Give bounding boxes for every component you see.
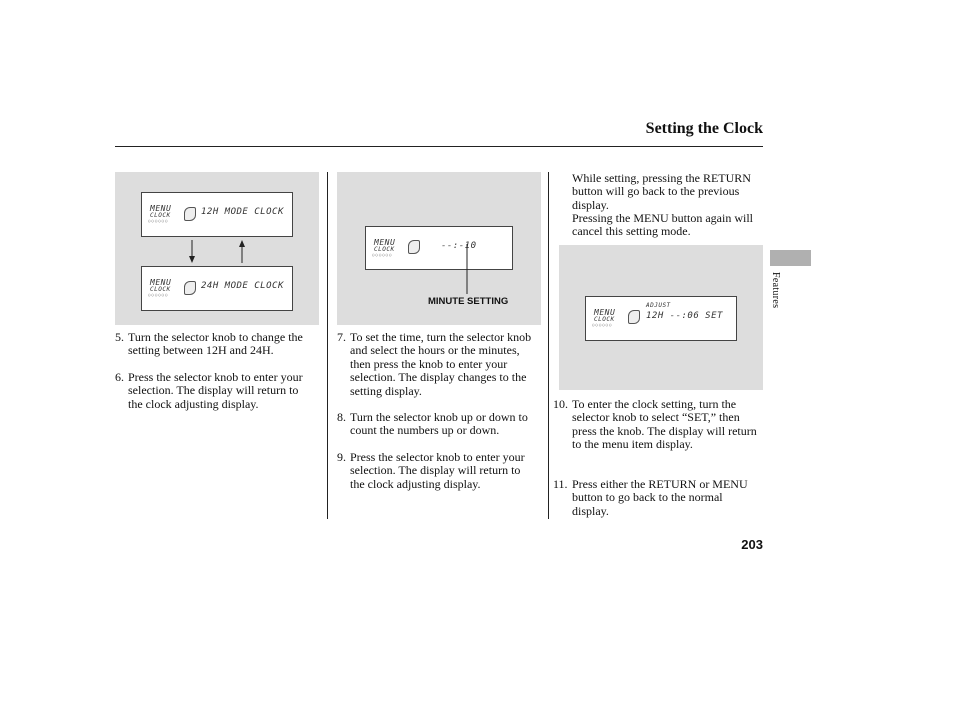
lcd-clock-label: CLOCK [150,286,171,293]
lcd-menu-label: MENU [150,278,172,287]
lcd-dots: ○○○○○○ [148,292,169,297]
lcd-clock-label: CLOCK [594,316,615,323]
step-text: Press the selector knob to enter your selection. The display will return to the clock adjusting display. [128,370,303,411]
step-text: Press the selector knob to enter your selection. The display will return to the clock adjusting display. [350,450,525,491]
page-title: Setting the Clock [645,120,763,137]
selector-knob-icon [184,281,196,295]
page-number: 203 [741,537,763,552]
lcd-readout: 24H MODE CLOCK [201,281,284,291]
note-menu: Pressing the MENU button again will cancel this setting mode. [572,211,753,239]
figure-minute-setting [337,172,541,325]
lcd-readout: --:-10 [441,241,477,251]
lcd-dots: ○○○○○○ [372,252,393,257]
figure-set [559,245,763,390]
step-number: 9. [337,450,346,464]
lcd-menu-label: MENU [374,238,396,247]
step-number: 6. [115,370,124,384]
column-divider [548,172,549,519]
lcd-clock-label: CLOCK [374,246,395,253]
lcd-readout: 12H --:06 SET [646,311,723,321]
step-number: 10. [553,397,568,411]
header-rule [115,146,763,147]
lcd-adjust-label: ADJUST [646,302,671,309]
step-text: Press either the RETURN or MENU button to go back to the normal display. [572,477,748,518]
lcd-clock-label: CLOCK [150,212,171,219]
up-arrow-icon [239,240,245,263]
lcd-readout: 12H MODE CLOCK [201,207,284,217]
section-tab [770,250,811,266]
step-number: 5. [115,330,124,344]
note-return: While setting, pressing the RETURN button will go back to the previous display. [572,171,751,212]
step-text: To enter the clock setting, turn the selector knob to select “SET,” then press the knob. The display will return to the menu item display. [572,397,757,452]
section-label: Features [770,272,781,309]
figure-mode-toggle [115,172,319,325]
lcd-dots: ○○○○○○ [592,322,613,327]
lcd-display-24h [141,266,293,311]
figure-caption: MINUTE SETTING [428,296,509,307]
lcd-menu-label: MENU [150,204,172,213]
column-divider [327,172,328,519]
step-text: Turn the selector knob to change the setting between 12H and 24H. [128,330,303,358]
step-number: 8. [337,410,346,424]
selector-knob-icon [628,310,640,324]
lcd-menu-label: MENU [594,308,616,317]
step-number: 11. [553,477,568,491]
step-text: To set the time, turn the selector knob and select the hours or the minutes, then press the knob to enter your selection. The display changes to the setting display. [350,330,532,398]
step-text: Turn the selector knob up or down to count the numbers up or down. [350,410,528,438]
down-arrow-icon [189,240,195,263]
lcd-dots: ○○○○○○ [148,218,169,223]
lcd-display-set [585,296,737,341]
step-number: 7. [337,330,346,344]
